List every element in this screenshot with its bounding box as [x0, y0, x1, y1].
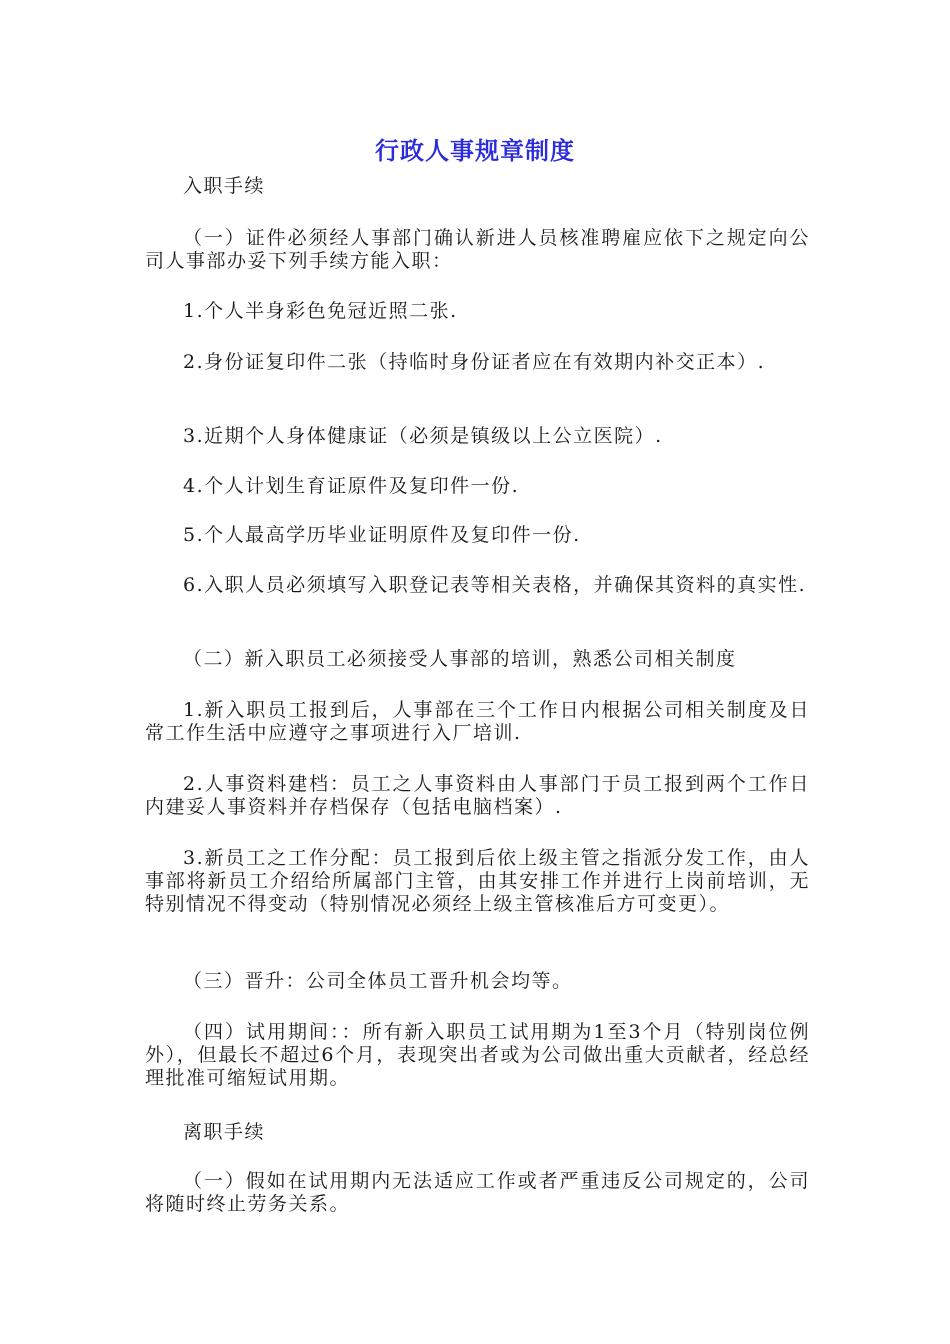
list-item: 3.近期个人身体健康证（必须是镇级以上公立医院）. — [183, 425, 663, 447]
paragraph: （二）新入职员工必须接受人事部的培训，熟悉公司相关制度 — [183, 648, 737, 670]
list-item: 5.个人最高学历毕业证明原件及复印件一份. — [183, 524, 581, 546]
paragraph: （一）假如在试用期内无法适应工作或者严重违反公司规定的，公司将随时终止劳务关系。 — [145, 1170, 810, 1215]
list-item: 1.新入职员工报到后，人事部在三个工作日内根据公司相关制度及日常工作生活中应遵守之事项进行入厂培训. — [145, 699, 810, 744]
list-item: 2.身份证复印件二张（持临时身份证者应在有效期内补交正本）. — [183, 351, 766, 373]
paragraph: （三）晋升：公司全体员工晋升机会均等。 — [183, 970, 573, 992]
document-title: 行政人事规章制度 — [375, 137, 575, 165]
list-item: 6.入职人员必须填写入职登记表等相关表格，并确保其资料的真实性. — [183, 574, 807, 596]
list-item: 4.个人计划生育证原件及复印件一份. — [183, 475, 520, 497]
list-item: 2.人事资料建档：员工之人事资料由人事部门于员工报到两个工作日内建妥人事资料并存档保存（包括电脑档案）. — [145, 773, 810, 818]
section-heading-onboarding: 入职手续 — [183, 175, 266, 197]
section-heading-offboarding: 离职手续 — [183, 1121, 266, 1143]
list-item: 1.个人半身彩色免冠近照二张. — [183, 300, 458, 322]
paragraph: （一）证件必须经人事部门确认新进人员核准聘雇应依下之规定向公司人事部办妥下列手续方能入职： — [145, 227, 810, 272]
list-item: 3.新员工之工作分配：员工报到后依上级主管之指派分发工作，由人事部将新员工介绍给所属部门主管，由其安排工作并进行上岗前培训，无特别情况不得变动（特别情况必须经上级主管核准后方可变更）。 — [145, 847, 810, 915]
paragraph: （四）试用期间：：所有新入职员工试用期为1至3个月（特别岗位例外），但最长不超过6个月，表现突出者或为公司做出重大贡献者，经总经理批准可缩短试用期。 — [145, 1021, 810, 1089]
